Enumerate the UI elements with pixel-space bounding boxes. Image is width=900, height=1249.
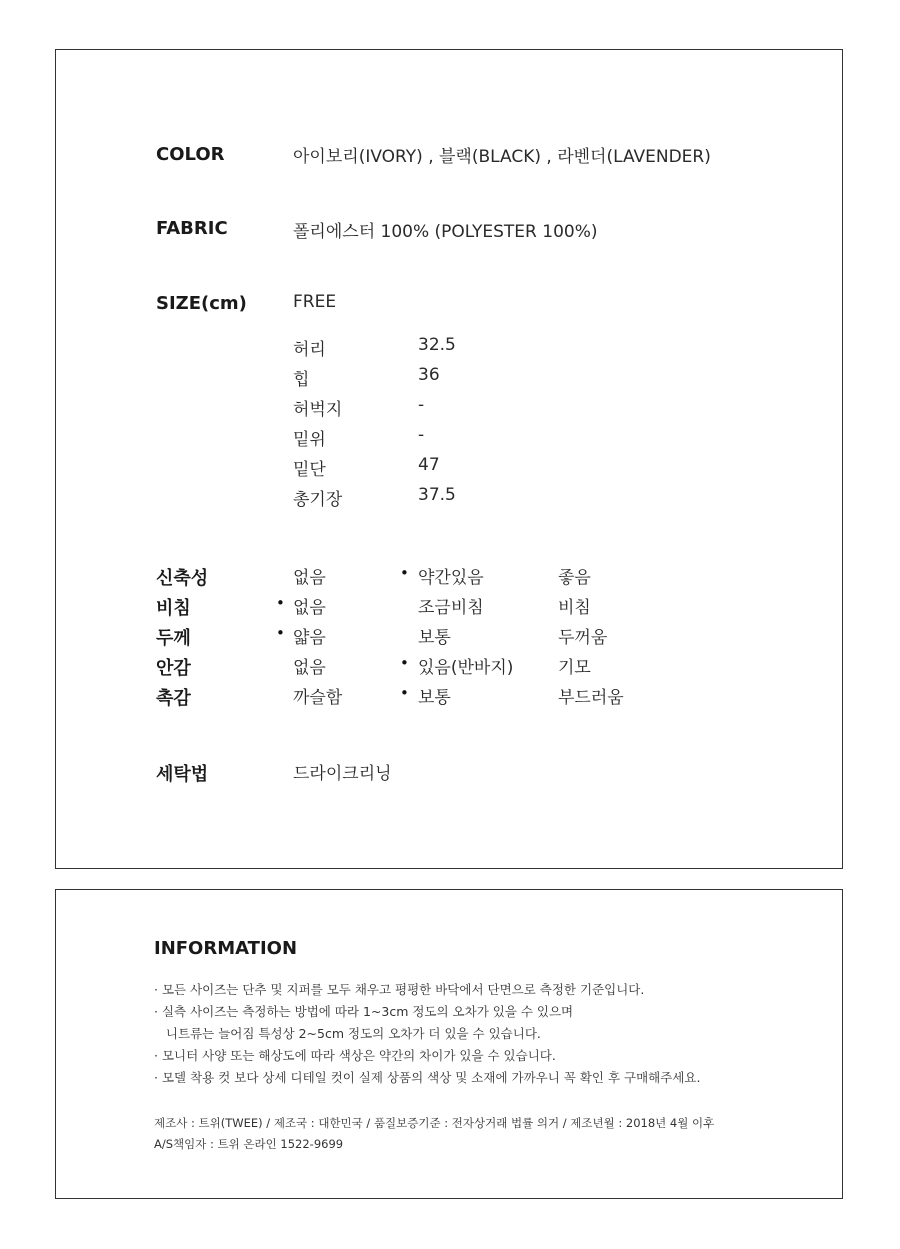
attr-lining-option-1: 없음 bbox=[293, 658, 326, 678]
measure-name-waist: 허리 bbox=[293, 340, 326, 360]
selected-bullet: • bbox=[400, 564, 409, 582]
measure-name-hip: 힙 bbox=[293, 370, 310, 390]
color-value: 아이보리(IVORY) , 블랙(BLACK) , 라벤더(LAVENDER) bbox=[293, 147, 711, 167]
attr-stretch-option-1: 없음 bbox=[293, 568, 326, 588]
attr-sheer-option-2: 조금비침 bbox=[418, 598, 484, 618]
fabric-label: FABRIC bbox=[156, 218, 228, 239]
manufacturer-info: 제조사 : 트위(TWEE) / 제조국 : 대한민국 / 품질보증기준 : 전자상거래 법률 의거 / 제조년월 : 2018년 4월 이후 bbox=[154, 1116, 715, 1130]
attr-texture-option-3: 부드러움 bbox=[558, 688, 624, 708]
measure-value-thigh: - bbox=[418, 395, 425, 415]
measure-value-length: 37.5 bbox=[418, 485, 456, 505]
attr-label-texture: 촉감 bbox=[156, 688, 191, 709]
info-line: · 모니터 사양 또는 해상도에 따라 색상은 약간의 차이가 있을 수 있습니다. bbox=[154, 1048, 556, 1063]
attr-lining-option-3: 기모 bbox=[558, 658, 591, 678]
attr-thickness-option-1: 얇음 bbox=[293, 628, 326, 648]
attr-label-stretch: 신축성 bbox=[156, 568, 209, 589]
selected-bullet: • bbox=[400, 684, 409, 702]
attr-sheer-option-1: 없음 bbox=[293, 598, 326, 618]
attr-stretch-option-3: 좋음 bbox=[558, 568, 591, 588]
information-title: INFORMATION bbox=[154, 938, 298, 959]
measure-value-waist: 32.5 bbox=[418, 335, 456, 355]
attr-thickness-option-2: 보통 bbox=[418, 628, 451, 648]
measure-value-hem: 47 bbox=[418, 455, 440, 475]
attr-stretch-option-2: 약간있음 bbox=[418, 568, 484, 588]
info-line: · 실측 사이즈는 측정하는 방법에 따라 1~3cm 정도의 오차가 있을 수 있으며 bbox=[154, 1004, 574, 1019]
measure-name-rise: 밑위 bbox=[293, 430, 326, 450]
measure-name-length: 총기장 bbox=[293, 490, 343, 510]
info-line: 니트류는 늘어짐 특성상 2~5cm 정도의 오차가 더 있을 수 있습니다. bbox=[154, 1026, 541, 1041]
attr-label-sheer: 비침 bbox=[156, 598, 191, 619]
measure-name-hem: 밑단 bbox=[293, 460, 326, 480]
color-label: COLOR bbox=[156, 144, 225, 165]
information-panel bbox=[55, 889, 843, 1199]
attr-thickness-option-3: 두꺼움 bbox=[558, 628, 608, 648]
selected-bullet: • bbox=[276, 624, 285, 642]
selected-bullet: • bbox=[276, 594, 285, 612]
wash-value: 드라이크리닝 bbox=[293, 764, 392, 784]
attr-lining-option-2: 있음(반바지) bbox=[418, 658, 514, 678]
attr-sheer-option-3: 비침 bbox=[558, 598, 591, 618]
attr-label-lining: 안감 bbox=[156, 658, 191, 679]
attr-texture-option-1: 까슬함 bbox=[293, 688, 343, 708]
measure-value-rise: - bbox=[418, 425, 425, 445]
size-value: FREE bbox=[293, 292, 337, 312]
wash-label: 세탁법 bbox=[156, 764, 209, 785]
attr-texture-option-2: 보통 bbox=[418, 688, 451, 708]
size-label: SIZE(cm) bbox=[156, 293, 247, 314]
info-line: · 모델 착용 컷 보다 상세 디테일 컷이 실제 상품의 색상 및 소재에 가까우니 꼭 확인 후 구매해주세요. bbox=[154, 1070, 701, 1085]
info-line: · 모든 사이즈는 단추 및 지퍼를 모두 채우고 평평한 바닥에서 단면으로 측정한 기준입니다. bbox=[154, 982, 645, 997]
product-spec-panel bbox=[55, 49, 843, 869]
selected-bullet: • bbox=[400, 654, 409, 672]
fabric-value: 폴리에스터 100% (POLYESTER 100%) bbox=[293, 222, 598, 242]
attr-label-thickness: 두께 bbox=[156, 628, 191, 649]
measure-name-thigh: 허벅지 bbox=[293, 400, 343, 420]
as-contact-info: A/S책임자 : 트위 온라인 1522-9699 bbox=[154, 1137, 344, 1151]
measure-value-hip: 36 bbox=[418, 365, 440, 385]
